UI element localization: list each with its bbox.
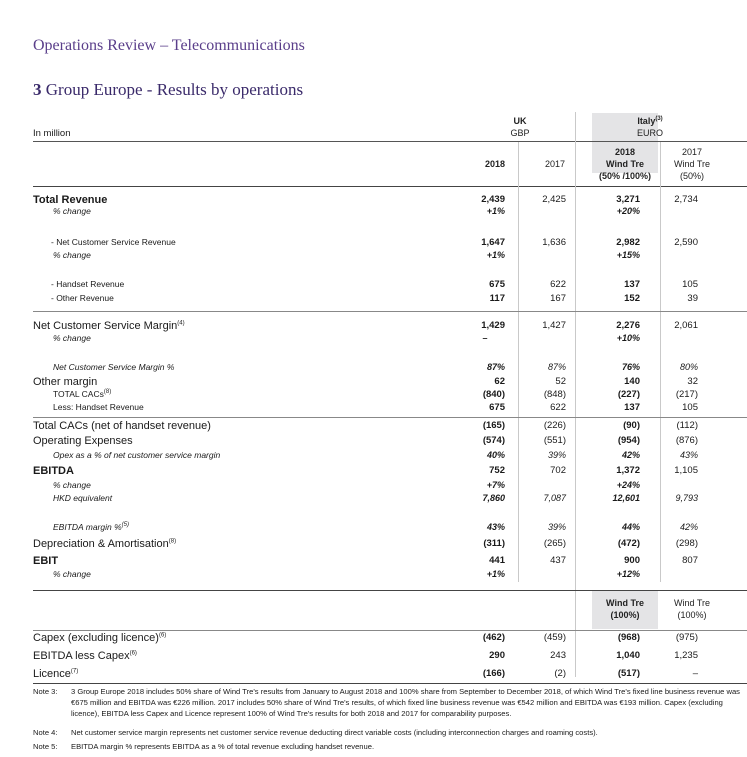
cell-it17: 105: [682, 279, 698, 290]
row-separator: [33, 311, 747, 312]
cell-it17: 2,734: [674, 194, 698, 205]
footnote-ref: (8): [168, 538, 177, 545]
cell-uk17: 1,427: [542, 320, 566, 331]
row-label: [33, 420, 211, 432]
cell-uk17: (459): [543, 632, 566, 643]
cell-uk17: 52: [555, 376, 566, 387]
row-label: [53, 362, 174, 372]
row-separator: [33, 417, 747, 418]
cell-it18: 12,601: [612, 493, 640, 503]
unit-label: In million: [33, 128, 71, 139]
row-label-text: % change: [53, 206, 91, 216]
cell-uk17: 622: [550, 279, 566, 290]
cell-uk17: 2,425: [542, 194, 566, 205]
row-label: [51, 293, 114, 303]
row-label: [53, 250, 91, 260]
cell-it18: +15%: [616, 250, 640, 260]
uk-2017-header: 2017: [544, 159, 565, 169]
italy-bottom-2018-l1: Wind Tre: [606, 598, 644, 608]
section-title: Operations Review – Telecommunications: [33, 37, 305, 54]
cell-it18: 137: [624, 402, 640, 413]
cell-uk17: (265): [543, 538, 566, 549]
uk-header: UK: [513, 116, 527, 126]
cell-it17: 39: [687, 293, 698, 304]
row-separator: [33, 590, 747, 591]
row-label-text: - Other Revenue: [51, 293, 114, 303]
cell-uk18: (462): [482, 632, 505, 643]
cell-uk18: 2,439: [481, 194, 505, 205]
row-label-text: % change: [53, 250, 91, 260]
row-label-text: % change: [53, 480, 91, 490]
cell-it18: (954): [617, 435, 640, 446]
italy-2018-header-l3: (50% /100%): [598, 171, 652, 181]
row-label: [53, 389, 111, 399]
row-label-text: % change: [53, 333, 91, 343]
footnote-ref: (5): [121, 522, 129, 529]
cell-it18: (968): [617, 632, 640, 643]
cell-uk17: (226): [543, 420, 566, 431]
row-label-text: HKD equivalent: [53, 493, 113, 503]
note-text: EBITDA margin % represents EBITDA as a % of total revenue excluding handset revenue.: [71, 742, 375, 751]
cell-uk18: +1%: [486, 250, 505, 260]
cell-it17: 32: [687, 376, 698, 387]
footnote-ref: (4): [177, 320, 185, 327]
row-label: [53, 480, 91, 490]
cell-it17: 1,235: [674, 650, 698, 661]
cell-it17: (876): [675, 435, 698, 446]
row-label: [53, 450, 220, 460]
row-label-text: Opex as a % of net customer service margin: [53, 450, 221, 460]
row-label-text: EBITDA margin %: [53, 522, 122, 532]
row-label-text: Net Customer Service Margin %: [53, 362, 175, 372]
cell-it17: 42%: [679, 522, 698, 532]
cell-uk17: 702: [550, 465, 566, 476]
row-label: [33, 650, 137, 662]
cell-uk18: +1%: [486, 569, 505, 579]
cell-it18: 42%: [621, 450, 640, 460]
cell-uk17: 622: [550, 402, 566, 413]
row-label: [33, 668, 78, 680]
cell-uk18: (166): [482, 668, 505, 679]
cell-uk18: (165): [482, 420, 505, 431]
footnote-ref: (8): [103, 389, 112, 396]
cell-it17: 80%: [679, 362, 698, 372]
cell-uk18: 752: [489, 465, 505, 476]
cell-it17: (975): [675, 632, 698, 643]
cell-it18: +20%: [616, 206, 640, 216]
cell-uk18: 675: [489, 402, 505, 413]
row-label-text: Operating Expenses: [33, 435, 133, 447]
italy-bottom-2018-l2: (100%): [610, 610, 640, 620]
row-label-text: Total Revenue: [33, 194, 108, 206]
row-label: [33, 376, 97, 388]
row-label-text: TOTAL CACs: [53, 389, 104, 399]
italy-header-sup: (3): [655, 116, 663, 122]
row-label: [53, 493, 112, 503]
cell-it17: 1,105: [674, 465, 698, 476]
cell-it17: 43%: [679, 450, 698, 460]
row-label-text: Capex (excluding licence): [33, 632, 159, 644]
cell-it18: 2,982: [616, 237, 640, 248]
note-tag: Note 4:: [33, 728, 58, 737]
cell-uk17: 87%: [547, 362, 566, 372]
cell-it17: 9,793: [675, 493, 698, 503]
note-tag: Note 3:: [33, 687, 58, 696]
row-label-text: Less: Handset Revenue: [53, 402, 144, 412]
cell-it17: 2,061: [674, 320, 698, 331]
row-label-text: % change: [53, 569, 91, 579]
cell-it18: (517): [617, 668, 640, 679]
row-label: [53, 402, 144, 412]
page-title-text: Group Europe - Results by operations: [41, 80, 304, 99]
footnote-ref: (6): [158, 632, 167, 639]
row-label: [53, 333, 91, 343]
row-label: [53, 522, 129, 532]
cell-it18: 137: [624, 279, 640, 290]
cell-it18: 3,271: [616, 194, 640, 205]
row-label-text: Licence: [33, 668, 71, 680]
table-top-rule: [33, 186, 747, 187]
cell-uk17: (848): [543, 389, 566, 400]
row-label: [51, 279, 124, 289]
row-label: [53, 206, 91, 216]
row-label: [33, 320, 185, 332]
cell-it18: +10%: [616, 333, 640, 343]
cell-uk17: 1,636: [542, 237, 566, 248]
uk-2018-header: 2018: [484, 159, 505, 169]
col-divider: [575, 112, 576, 677]
row-label-text: - Net Customer Service Revenue: [51, 237, 176, 247]
cell-it18: 2,276: [616, 320, 640, 331]
cell-uk17: 167: [550, 293, 566, 304]
cell-uk18: (840): [482, 389, 505, 400]
cell-uk18: (311): [483, 538, 505, 549]
cell-uk18: 1,647: [481, 237, 505, 248]
row-label: [33, 538, 176, 550]
cell-uk18: 675: [489, 279, 505, 290]
row-label: [33, 194, 107, 206]
italy-2017-header-l1: 2017: [681, 147, 703, 157]
cell-it17: –: [692, 668, 698, 679]
cell-uk18: +7%: [486, 480, 505, 490]
cell-uk18: 43%: [486, 522, 505, 532]
row-label: [53, 569, 91, 579]
cell-it18: 900: [624, 555, 640, 566]
page-title-number: 3: [33, 80, 42, 99]
cell-uk18: 117: [489, 293, 505, 304]
italy-2017-header-l2: Wind Tre: [673, 159, 710, 169]
row-label-text: EBITDA: [33, 465, 74, 477]
italy-2018-header-l1: 2018: [614, 147, 636, 157]
cell-uk18: 1,429: [481, 320, 505, 331]
italy-bottom-2017-l2: (100%): [677, 610, 707, 620]
cell-it17: (298): [675, 538, 698, 549]
page-title: [33, 80, 303, 100]
cell-it17: (217): [675, 389, 698, 400]
footnote-ref: (7): [70, 668, 79, 675]
cell-it18: 152: [624, 293, 640, 304]
cell-it17: (112): [676, 420, 698, 431]
cell-uk18: –: [482, 333, 488, 343]
italy-header-label: Italy: [637, 116, 656, 126]
row-label: [33, 632, 166, 644]
note-text: 3 Group Europe 2018 includes 50% share of Wind Tre's results from January to August 2018 and 100% share from September to December 2018, of which Wind Tre's fixed line business revenue was €675 million and EBITDA was €226 million. 2017 includes 50% share of Wind Tre's results, of which fixed line business revenue was €542 million and EBITDA was €193 million. Capex (excluding licence), EBITDA less Capex and Licence represent 100% of Wind Tre's results for both 2018 and 2017 for comparability purposes.: [71, 687, 740, 718]
row-label-text: EBIT: [33, 555, 59, 567]
cell-uk18: 441: [489, 555, 505, 566]
cell-it18: 1,040: [616, 650, 640, 661]
cell-uk18: 7,860: [482, 493, 505, 503]
cell-it18: +24%: [616, 480, 640, 490]
cell-it18: (472): [617, 538, 640, 549]
cell-it18: +12%: [616, 569, 640, 579]
cell-it18: 1,372: [616, 465, 640, 476]
row-label-text: Net Customer Service Margin: [33, 320, 178, 332]
cell-uk18: 290: [489, 650, 505, 661]
cell-uk17: 437: [550, 555, 566, 566]
row-label-text: EBITDA less Capex: [33, 650, 130, 662]
cell-uk18: +1%: [486, 206, 505, 216]
cell-it17: 2,590: [674, 237, 698, 248]
note-tag: Note 5:: [33, 742, 58, 751]
note-text: Net customer service margin represents net customer service revenue deducting direct variable costs (including interconnection charges and roaming costs).: [71, 728, 598, 737]
row-label: [33, 435, 133, 447]
cell-uk18: 40%: [486, 450, 505, 460]
cell-uk18: 62: [494, 376, 505, 387]
cell-uk17: 7,087: [543, 493, 566, 503]
cell-it18: 76%: [621, 362, 640, 372]
cell-uk17: 243: [550, 650, 566, 661]
row-separator: [33, 630, 747, 631]
row-label-text: - Handset Revenue: [51, 279, 125, 289]
row-label-text: Other margin: [33, 376, 98, 388]
italy-header: [620, 116, 680, 127]
uk-currency: GBP: [510, 128, 530, 138]
cell-it18: 44%: [621, 522, 640, 532]
cell-it17: 807: [682, 555, 698, 566]
row-label: [33, 555, 58, 567]
cell-uk17: 39%: [547, 522, 566, 532]
cell-uk18: (574): [482, 435, 505, 446]
table-bottom-rule: [33, 683, 747, 684]
row-label-text: Total CACs (net of handset revenue): [33, 420, 211, 432]
cell-it18: (227): [617, 389, 640, 400]
cell-it18: 140: [624, 376, 640, 387]
row-label: [33, 465, 74, 477]
footnote-ref: (6): [129, 650, 137, 657]
italy-2018-header-l2: Wind Tre: [606, 159, 644, 169]
cell-it18: (90): [623, 420, 640, 431]
header-rule: [33, 141, 747, 142]
italy-currency: EURO: [636, 128, 663, 138]
row-label-text: Depreciation & Amortisation: [33, 538, 169, 550]
row-label: [51, 237, 176, 247]
cell-uk17: (551): [543, 435, 566, 446]
italy-2017-header-l3: (50%): [679, 171, 704, 181]
cell-it17: 105: [682, 402, 698, 413]
cell-uk17: 39%: [547, 450, 566, 460]
italy-bottom-2017-l1: Wind Tre: [673, 598, 710, 608]
cell-uk17: (2): [554, 668, 566, 679]
cell-uk18: 87%: [486, 362, 505, 372]
